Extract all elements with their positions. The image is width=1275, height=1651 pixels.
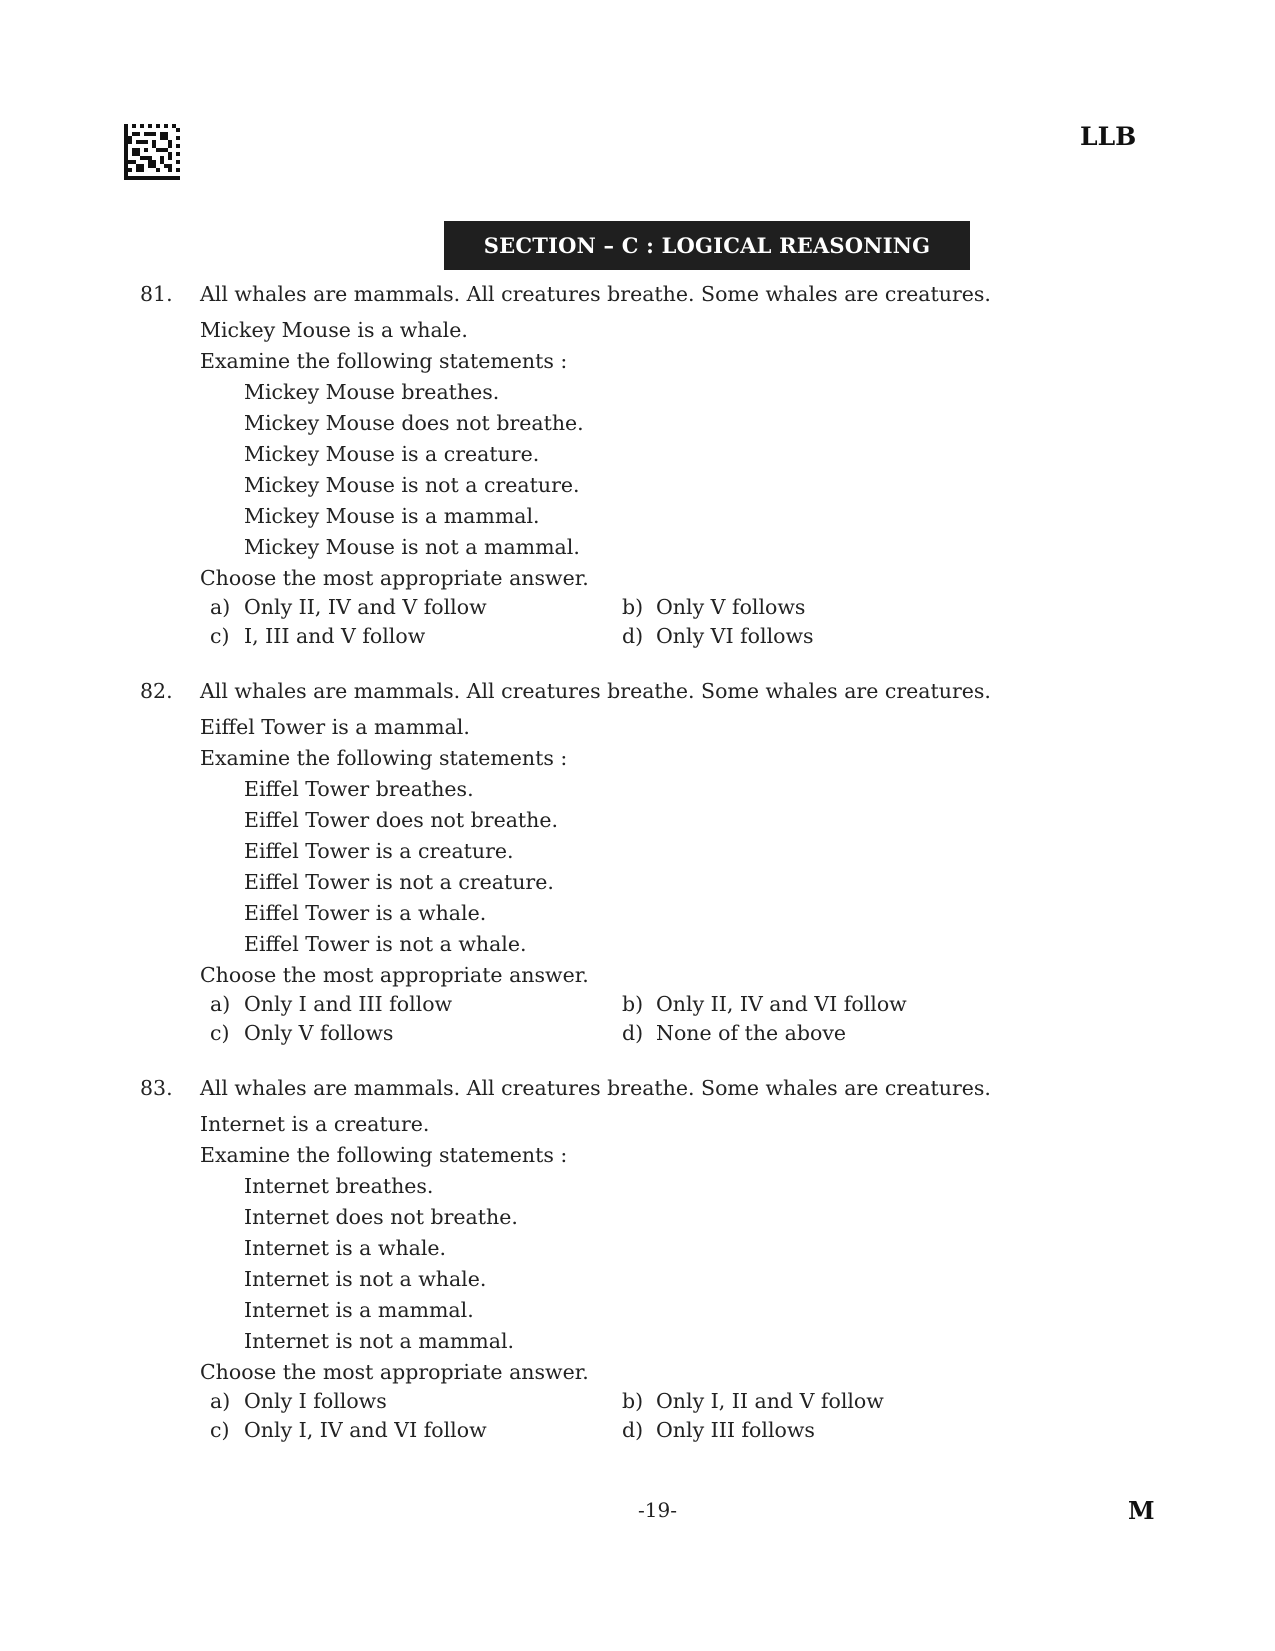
option-label: c) bbox=[210, 624, 230, 648]
question-number: 82. bbox=[140, 679, 173, 703]
section-title: SECTION – C : LOGICAL REASONING bbox=[444, 221, 970, 270]
option-label: a) bbox=[210, 595, 231, 619]
option-text: Only III follows bbox=[656, 1418, 815, 1442]
option-text: None of the above bbox=[656, 1021, 847, 1045]
statement-text: Internet does not breathe. bbox=[244, 1205, 518, 1229]
option-label: a) bbox=[210, 1389, 231, 1413]
statement-text: Eiffel Tower does not breathe. bbox=[244, 808, 559, 832]
statement-text: Mickey Mouse is a mammal. bbox=[244, 504, 540, 528]
option-text: Only VI follows bbox=[656, 624, 814, 648]
question-instruction: Examine the following statements : bbox=[200, 746, 568, 770]
statement-text: Internet breathes. bbox=[244, 1174, 434, 1198]
option-label: d) bbox=[622, 1021, 644, 1045]
datamatrix-code bbox=[124, 124, 180, 180]
statement-text: Eiffel Tower is a whale. bbox=[244, 901, 487, 925]
question-premise: All whales are mammals. All creatures breathe. Some whales are creatures. bbox=[200, 282, 991, 306]
question-subject: Mickey Mouse is a whale. bbox=[200, 318, 468, 342]
option-label: d) bbox=[622, 1418, 644, 1442]
option-text: Only V follows bbox=[656, 595, 806, 619]
statement-text: Eiffel Tower is a creature. bbox=[244, 839, 514, 863]
answer-prompt: Choose the most appropriate answer. bbox=[200, 566, 589, 590]
option-label: d) bbox=[622, 624, 644, 648]
option-label: a) bbox=[210, 992, 231, 1016]
option-label: b) bbox=[622, 595, 644, 619]
statement-text: Mickey Mouse breathes. bbox=[244, 380, 500, 404]
answer-prompt: Choose the most appropriate answer. bbox=[200, 1360, 589, 1384]
option-text: I, III and V follow bbox=[244, 624, 426, 648]
statement-text: Internet is a whale. bbox=[244, 1236, 447, 1260]
statement-text: Mickey Mouse is not a creature. bbox=[244, 473, 580, 497]
statement-text: Mickey Mouse does not breathe. bbox=[244, 411, 584, 435]
statement-text: Mickey Mouse is not a mammal. bbox=[244, 535, 580, 559]
option-text: Only II, IV and VI follow bbox=[656, 992, 907, 1016]
option-label: c) bbox=[210, 1021, 230, 1045]
option-label: c) bbox=[210, 1418, 230, 1442]
statement-text: Eiffel Tower breathes. bbox=[244, 777, 474, 801]
set-code: M bbox=[1128, 1496, 1155, 1525]
option-text: Only II, IV and V follow bbox=[244, 595, 487, 619]
statement-text: Internet is not a mammal. bbox=[244, 1329, 515, 1353]
question-premise: All whales are mammals. All creatures breathe. Some whales are creatures. bbox=[200, 679, 991, 703]
question-subject: Eiffel Tower is a mammal. bbox=[200, 715, 470, 739]
question-premise: All whales are mammals. All creatures breathe. Some whales are creatures. bbox=[200, 1076, 991, 1100]
option-text: Only I, IV and VI follow bbox=[244, 1418, 487, 1442]
statement-text: Internet is a mammal. bbox=[244, 1298, 474, 1322]
paper-code: LLB bbox=[1080, 122, 1137, 151]
statement-text: Eiffel Tower is not a creature. bbox=[244, 870, 554, 894]
statement-text: Internet is not a whale. bbox=[244, 1267, 487, 1291]
option-text: Only V follows bbox=[244, 1021, 394, 1045]
statement-text: Eiffel Tower is not a whale. bbox=[244, 932, 527, 956]
question-instruction: Examine the following statements : bbox=[200, 1143, 568, 1167]
question-instruction: Examine the following statements : bbox=[200, 349, 568, 373]
option-label: b) bbox=[622, 992, 644, 1016]
page-number: -19- bbox=[638, 1498, 677, 1522]
option-label: b) bbox=[622, 1389, 644, 1413]
answer-prompt: Choose the most appropriate answer. bbox=[200, 963, 589, 987]
question-number: 83. bbox=[140, 1076, 173, 1100]
option-text: Only I follows bbox=[244, 1389, 387, 1413]
statement-text: Mickey Mouse is a creature. bbox=[244, 442, 540, 466]
question-number: 81. bbox=[140, 282, 173, 306]
option-text: Only I and III follow bbox=[244, 992, 453, 1016]
option-text: Only I, II and V follow bbox=[656, 1389, 884, 1413]
question-subject: Internet is a creature. bbox=[200, 1112, 430, 1136]
